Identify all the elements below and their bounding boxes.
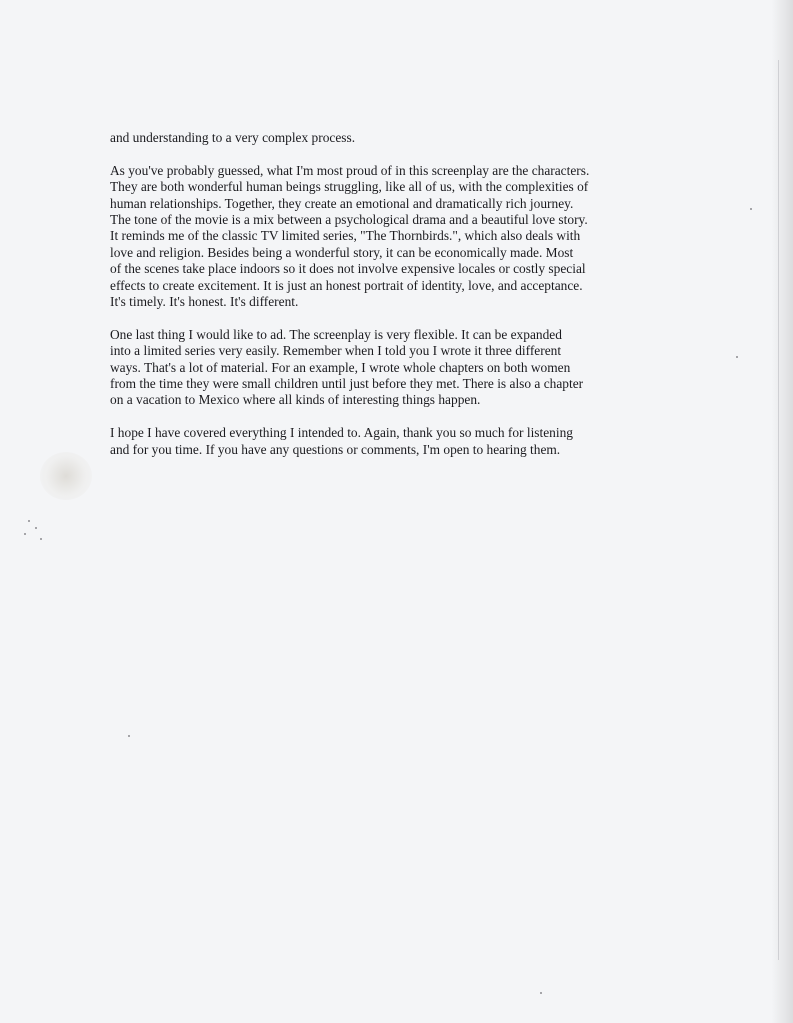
paper-speck [28,520,30,522]
paper-speck [540,992,542,994]
page-fold-line [778,60,779,960]
page-edge-shadow [771,0,793,1023]
paper-speck [40,538,42,540]
paragraph-characters [110,163,670,311]
text-line: I hope I have covered everything I intended to. Again, thank you so much for listening [110,425,573,441]
text-line: human relationships. Together, they create an emotional and dramatically rich journey. [110,195,574,211]
text-line: One last thing I would like to ad. The screenplay is very flexible. It can be expanded [110,326,562,342]
paper-speck [24,533,26,535]
text-line: and understanding to a very complex process. [110,130,356,145]
text-line: It reminds me of the classic TV limited series, "The Thornbirds.", which also deals with [110,228,581,244]
paper-stain [40,452,92,500]
text-line: from the time they were small children until just before they met. There is also a chapter [110,376,584,392]
text-line: As you've probably guessed, what I'm most proud of in this screenplay are the characters. [110,162,590,178]
text-line: of the scenes take place indoors so it does not involve expensive locales or costly special [110,261,586,277]
letter-body [110,130,670,474]
text-line: ways. That's a lot of material. For an example, I wrote whole chapters on both women [110,359,571,375]
text-line: The tone of the movie is a mix between a psychological drama and a beautiful love story. [110,212,588,228]
text-line: It's timely. It's honest. It's different. [110,294,299,310]
paragraph-intro-end [110,130,670,146]
text-line: They are both wonderful human beings struggling, like all of us, with the complexities of [110,179,589,195]
paragraph-flexibility [110,327,670,409]
text-line: love and religion. Besides being a wonderful story, it can be economically made. Most [110,244,574,260]
paragraph-closing [110,425,670,458]
paper-speck [736,356,738,358]
text-line: into a limited series very easily. Remember when I told you I wrote it three different [110,343,562,359]
text-line: and for you time. If you have any questions or comments, I'm open to hearing them. [110,441,561,457]
paper-speck [128,735,130,737]
text-line: effects to create excitement. It is just an honest portrait of identity, love, and acceptance. [110,277,583,293]
text-line: on a vacation to Mexico where all kinds of interesting things happen. [110,392,481,408]
paper-speck [35,527,37,529]
paper-speck [750,208,752,210]
